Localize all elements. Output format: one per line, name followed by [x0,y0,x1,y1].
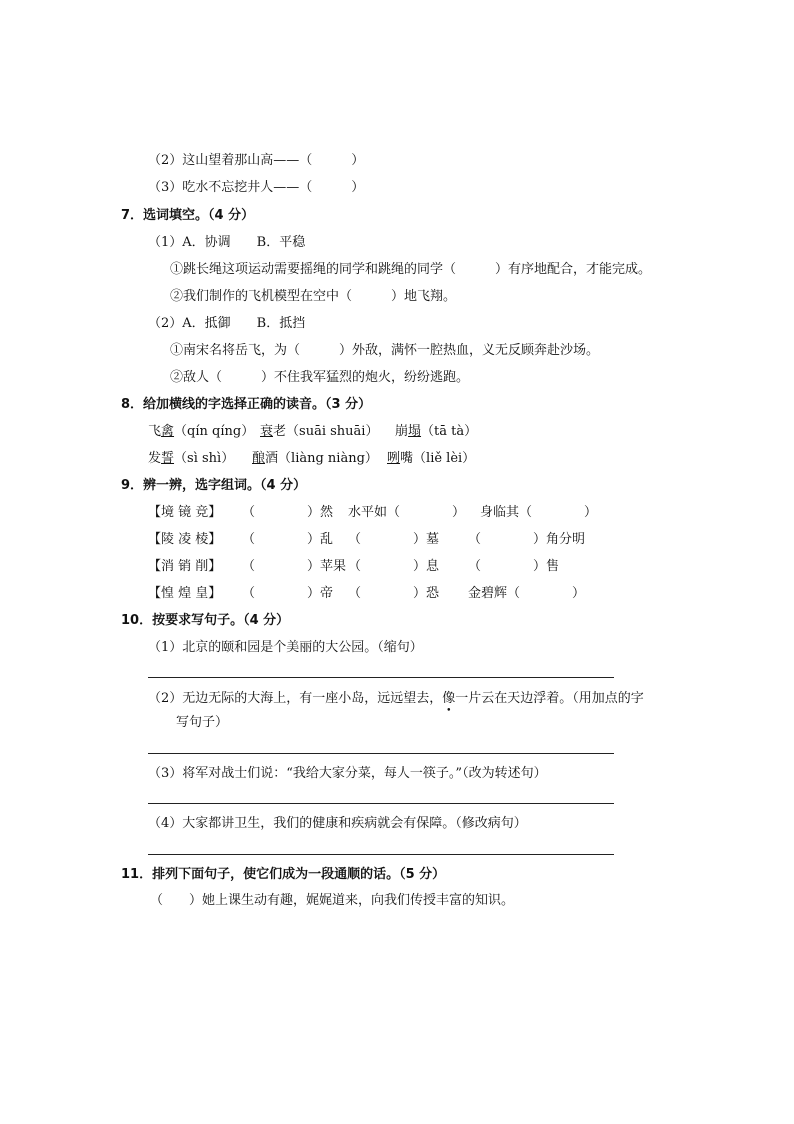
q8-w4-char: 发 [148,451,162,466]
q8-w1-pinyin: （qín qíng） [174,424,255,439]
q9-row4-word1: （ ）帝 [242,586,334,601]
q9-row2-word3: （ ）角分明 [468,532,586,547]
q8-word-4 [148,450,234,468]
q10-sentence2-cont: 写句子） [176,715,229,730]
q9-row2-word1: （ ）乱 [242,532,334,547]
q8-w2-underlined: 衰 [260,424,274,439]
q9-row4-word3: 金碧辉（ ） [468,586,586,601]
q8-w6-char: 嘴 [400,451,414,466]
q9-row3-word1: （ ）苹果 [242,559,347,574]
q10-answer-line-3 [148,803,614,804]
q10-sentence3: （3）将军对战士们说：“我给大家分菜，每人一筷子。”（改为转述句） [148,766,547,781]
q8-w1-underlined: 禽 [161,424,175,439]
q9-row3-word3: （ ）售 [468,559,560,574]
q8-w6-pinyin: （liě lèi） [413,451,476,466]
q9-row1-word2: 水平如（ ） [348,505,466,520]
q8-w4-pinyin: （sì shì） [174,451,235,466]
q10-answer-line-4 [148,854,614,855]
q8-word-3 [395,423,477,441]
q10-sentence1: （1）北京的颐和园是个美丽的大公园。（缩句） [148,640,423,655]
q10-sentence2 [148,690,644,708]
q10-title: 10．按要求写句子。（4 分） [121,613,290,628]
q8-w3-underlined: 塌 [408,424,422,439]
q8-w3-char: 崩 [395,424,409,439]
q8-title: 8．给加横线的字选择正确的读音。（3 分） [121,397,372,412]
q9-row1-word1: （ ）然 [242,505,334,520]
q7-title: 7．选词填空。（4 分） [121,208,255,223]
q8-w1-char: 飞 [148,424,162,439]
q10-answer-line-1 [148,677,614,678]
q7-group2-sentence2: ②敌人（ ）不住我军猛烈的炮火，纷纷逃跑。 [170,370,470,385]
q9-row4-group: 【惶 煌 皇】 [148,586,222,601]
q10-s2-part-a: （2）无边无际的大海上，有一座小岛，远远望去， [148,691,443,706]
q10-answer-line-2 [148,753,614,754]
q6-item-3: （3）吃水不忘挖井人——（ ） [148,180,365,195]
q7-group2-sentence1: ①南宋名将岳飞，为（ ）外敌，满怀一腔热血，义无反顾奔赴沙场。 [170,343,600,358]
q8-word-1 [148,423,254,441]
q9-row3-word2: （ ）息 [348,559,440,574]
q9-title: 9．辨一辨，选字组词。（4 分） [121,478,307,493]
q8-word-5 [252,450,378,468]
q11-title: 11．排列下面句子，使它们成为一段通顺的话。（5 分） [121,867,446,882]
q8-word-6 [387,450,475,468]
q8-w3-pinyin: （tā tà） [421,424,478,439]
q8-w5-pinyin: （liàng niàng） [278,451,378,466]
q7-group2-options: （2）A．抵御 B．抵挡 [148,316,306,331]
q9-row2-group: 【陵 凌 棱】 [148,532,222,547]
q10-sentence4: （4）大家都讲卫生，我们的健康和疾病就会有保障。（修改病句） [148,816,527,831]
q8-w2-char: 老 [273,424,287,439]
q9-row1-group: 【境 镜 竞】 [148,505,222,520]
q11-sentence1: （ ）她上课生动有趣，娓娓道来，向我们传授丰富的知识。 [150,893,515,908]
q7-group1-sentence2: ②我们制作的飞机模型在空中（ ）地飞翔。 [170,289,457,304]
q9-row2-word2: （ ）墓 [348,532,440,547]
q9-row3-group: 【消 销 削】 [148,559,222,574]
q7-group1-sentence1: ①跳长绳这项运动需要摇绳的同学和跳绳的同学（ ）有序地配合，才能完成。 [170,262,652,277]
q8-w5-underlined: 酿 [252,451,266,466]
q8-word-2 [260,423,378,441]
q8-w6-underlined: 咧 [387,451,401,466]
q8-w4-underlined: 誓 [161,451,175,466]
q9-row4-word2: （ ）恐 [348,586,440,601]
q6-item-2: （2）这山望着那山高——（ ） [148,153,365,168]
q10-s2-part-b: 一片云在天边浮着。（用加点的字 [455,691,644,706]
q8-w5-char: 酒 [265,451,279,466]
q8-w2-pinyin: （suāi shuāi） [286,424,379,439]
q9-row1-word3: 身临其（ ） [480,505,598,520]
q7-group1-options: （1）A．协调 B．平稳 [148,235,306,250]
q10-s2-dotted-char: 像 [442,691,456,706]
